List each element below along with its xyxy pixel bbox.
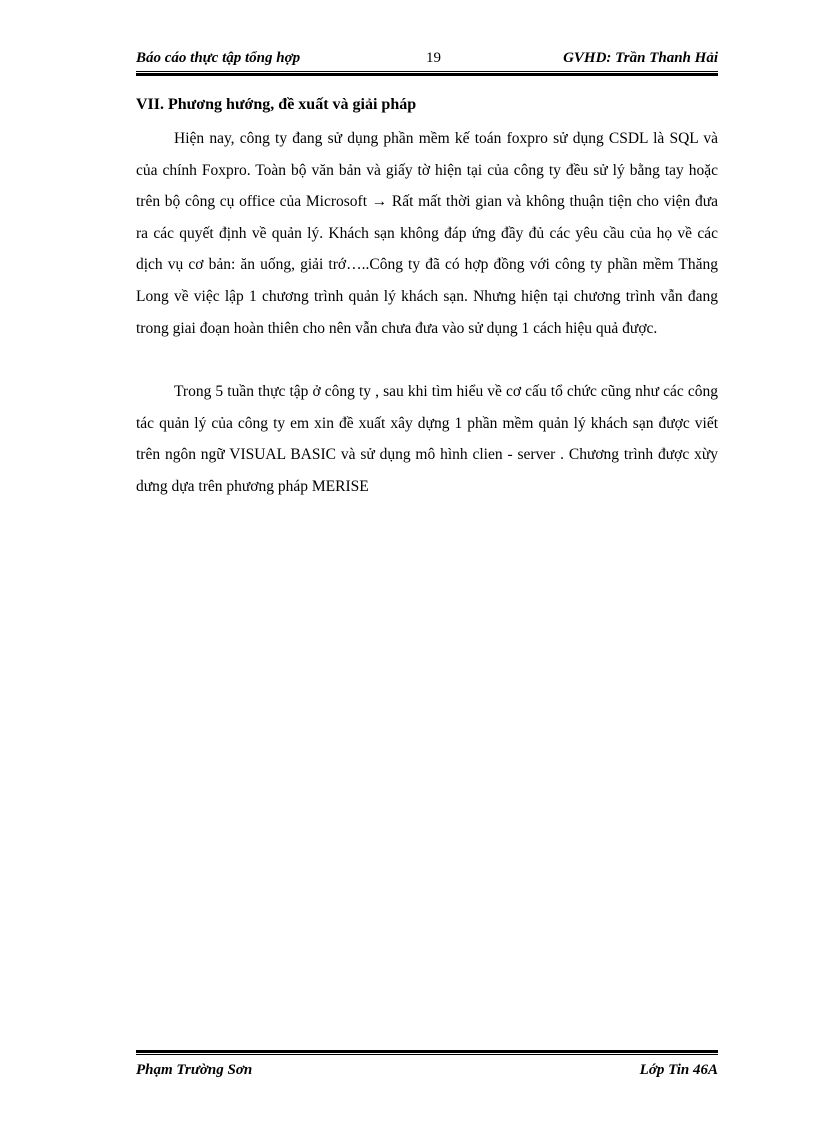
author-name: Phạm Trường Sơn [136,1062,253,1078]
class-name: Lớp Tin 46A [639,1062,718,1078]
paragraph-current-status: Hiện nay, công ty đang sử dụng phần mềm kế toán foxpro sử dụng CSDL là SQL và của chính Foxpro. Toàn bộ văn bản và giấy tờ hiện tại của công ty đều sử lý bằng tay hoặc trên bộ công cụ office của Microsoft → Rất mất thời gian và không thuận tiện cho viện đưa ra các quyết định về quản lý. Khách sạn không đáp ứng đầy đủ các yêu cầu của họ về các dịch vụ cơ bản: ăn uống, giải trớ…..Công ty đã có hợp đồng với công ty phần mềm Thăng Long về việc lập 1 chương trình quản lý khách sạn. Nhưng hiện tại chương trình vẫn đang trong giai đoạn hoàn thiên cho nên vẫn chưa đưa vào sử dụng 1 cách hiệu quả được. [136,130,718,337]
page-number: 19 [426,50,441,66]
page-header [136,50,718,70]
footer-rule-thin [136,1054,718,1055]
section-heading: VII. Phương hướng, đề xuất và giải pháp [136,96,417,113]
report-title: Báo cáo thực tập tổng hợp [136,50,301,66]
header-rule-thin [136,71,718,72]
page-footer [136,1062,718,1082]
header-rule-thick [136,73,718,76]
supervisor-name: GVHD: Trần Thanh Hải [563,50,718,66]
paragraph-proposal: Trong 5 tuần thực tập ở công ty , sau khi tìm hiểu về cơ cấu tổ chức cũng như các công tác quản lý của công ty em xin đề xuất xây dựng 1 phần mềm quản lý khách sạn được viết trên ngôn ngữ VISUAL BASIC và sử dụng mô hình clien - server . Chương trình được xừy dưng dựa trên phương pháp MERISE [136,383,718,495]
footer-rule-thick [136,1050,718,1053]
